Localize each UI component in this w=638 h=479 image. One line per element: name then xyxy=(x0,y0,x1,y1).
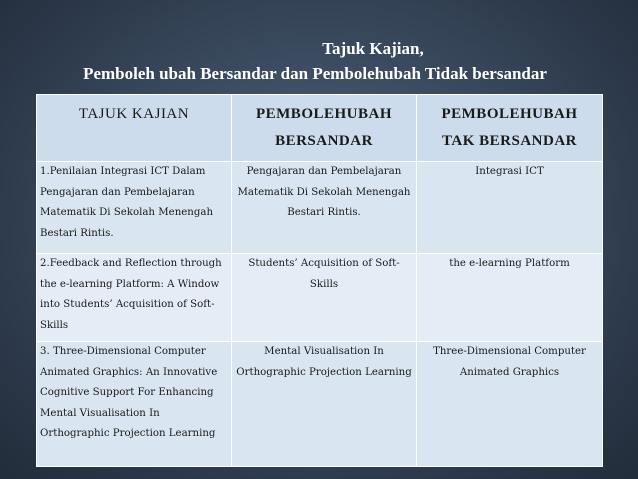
title-line-2: Pemboleh ubah Bersandar dan Pembolehubah Tidak bersandar xyxy=(83,64,547,83)
cell-tak-bersandar: Integrasi ICT xyxy=(417,162,603,254)
cell-bersandar: Pengajaran dan Pembelajaran Matematik Di Sekolah Menengah Bestari Rintis. xyxy=(232,162,417,254)
cell-tajuk: 3. Three-Dimensional Computer Animated Graphics: An Innovative Cognitive Support For Enhancing Mental Visualisation In Orthographic Projection Learning xyxy=(37,342,232,467)
cell-bersandar: Mental Visualisation In Orthographic Projection Learning xyxy=(232,342,417,467)
header-tak-bersandar: PEMBOLEHUBAH TAK BERSANDAR xyxy=(417,95,603,162)
header-tajuk-kajian: TAJUK KAJIAN xyxy=(37,95,232,162)
table-row xyxy=(37,342,603,467)
slide-title xyxy=(0,36,638,86)
table-row xyxy=(37,162,603,254)
table-header-row xyxy=(37,95,603,162)
variables-table xyxy=(36,94,603,467)
cell-bersandar: Students’ Acquisition of Soft-Skills xyxy=(232,254,417,342)
cell-tak-bersandar: the e-learning Platform xyxy=(417,254,603,342)
cell-tajuk: 1.Penilaian Integrasi ICT Dalam Pengajaran dan Pembelajaran Matematik Di Sekolah Menengah Bestari Rintis. xyxy=(37,162,232,254)
title-line-1: Tajuk Kajian, xyxy=(322,39,424,58)
cell-tajuk: 2.Feedback and Reflection through the e-learning Platform: A Window into Students’ Acquisition of Soft-Skills xyxy=(37,254,232,342)
table-row xyxy=(37,254,603,342)
cell-tak-bersandar: Three-Dimensional Computer Animated Graphics xyxy=(417,342,603,467)
header-bersandar: PEMBOLEHUBAH BERSANDAR xyxy=(232,95,417,162)
